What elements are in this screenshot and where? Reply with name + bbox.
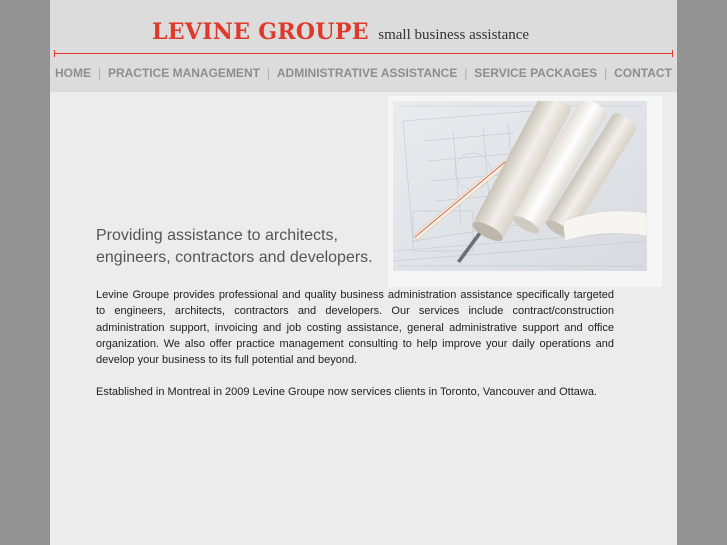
intro-paragraph: Levine Groupe provides professional and quality business administration assistance specifically targeted to engineers, architects, contractors and developers. Our services include contract/construction administration support, invoicing and job costing assistance, general administrative support and office organization. We also offer practice management consulting to help improve your daily operations and develop your business to its full potential and beyond.: [96, 289, 614, 367]
brand-name: LEVINE GROUPE: [152, 19, 369, 45]
hero-image: [388, 96, 662, 287]
page-container: [50, 0, 677, 545]
nav-administrative-assistance[interactable]: ADMINISTRATIVE ASSISTANCE: [276, 66, 458, 80]
nav-contact[interactable]: CONTACT: [614, 66, 672, 80]
nav-practice-management[interactable]: PRACTICE MANAGEMENT: [107, 66, 260, 80]
established-paragraph: Established in Montreal in 2009 Levine Groupe now services clients in Toronto, Vancouver and Ottawa.: [96, 386, 597, 399]
header-rule: [54, 53, 673, 54]
blueprint-photo-icon: [393, 101, 647, 271]
nav-separator: |: [97, 66, 102, 80]
main-content: [96, 287, 614, 417]
header-rule-cap-right: [672, 50, 673, 57]
lead-heading: Providing assistance to architects, engineers, contractors and developers.: [96, 227, 373, 266]
brand-tagline: small business assistance: [378, 27, 530, 43]
nav-home[interactable]: HOME: [55, 66, 91, 80]
site-logo[interactable]: [152, 19, 529, 45]
main-nav: [50, 64, 677, 82]
site-header: [50, 0, 677, 92]
nav-separator: |: [266, 66, 270, 80]
nav-separator: |: [604, 66, 608, 80]
nav-service-packages[interactable]: SERVICE PACKAGES: [474, 66, 598, 80]
nav-separator: |: [464, 66, 468, 80]
